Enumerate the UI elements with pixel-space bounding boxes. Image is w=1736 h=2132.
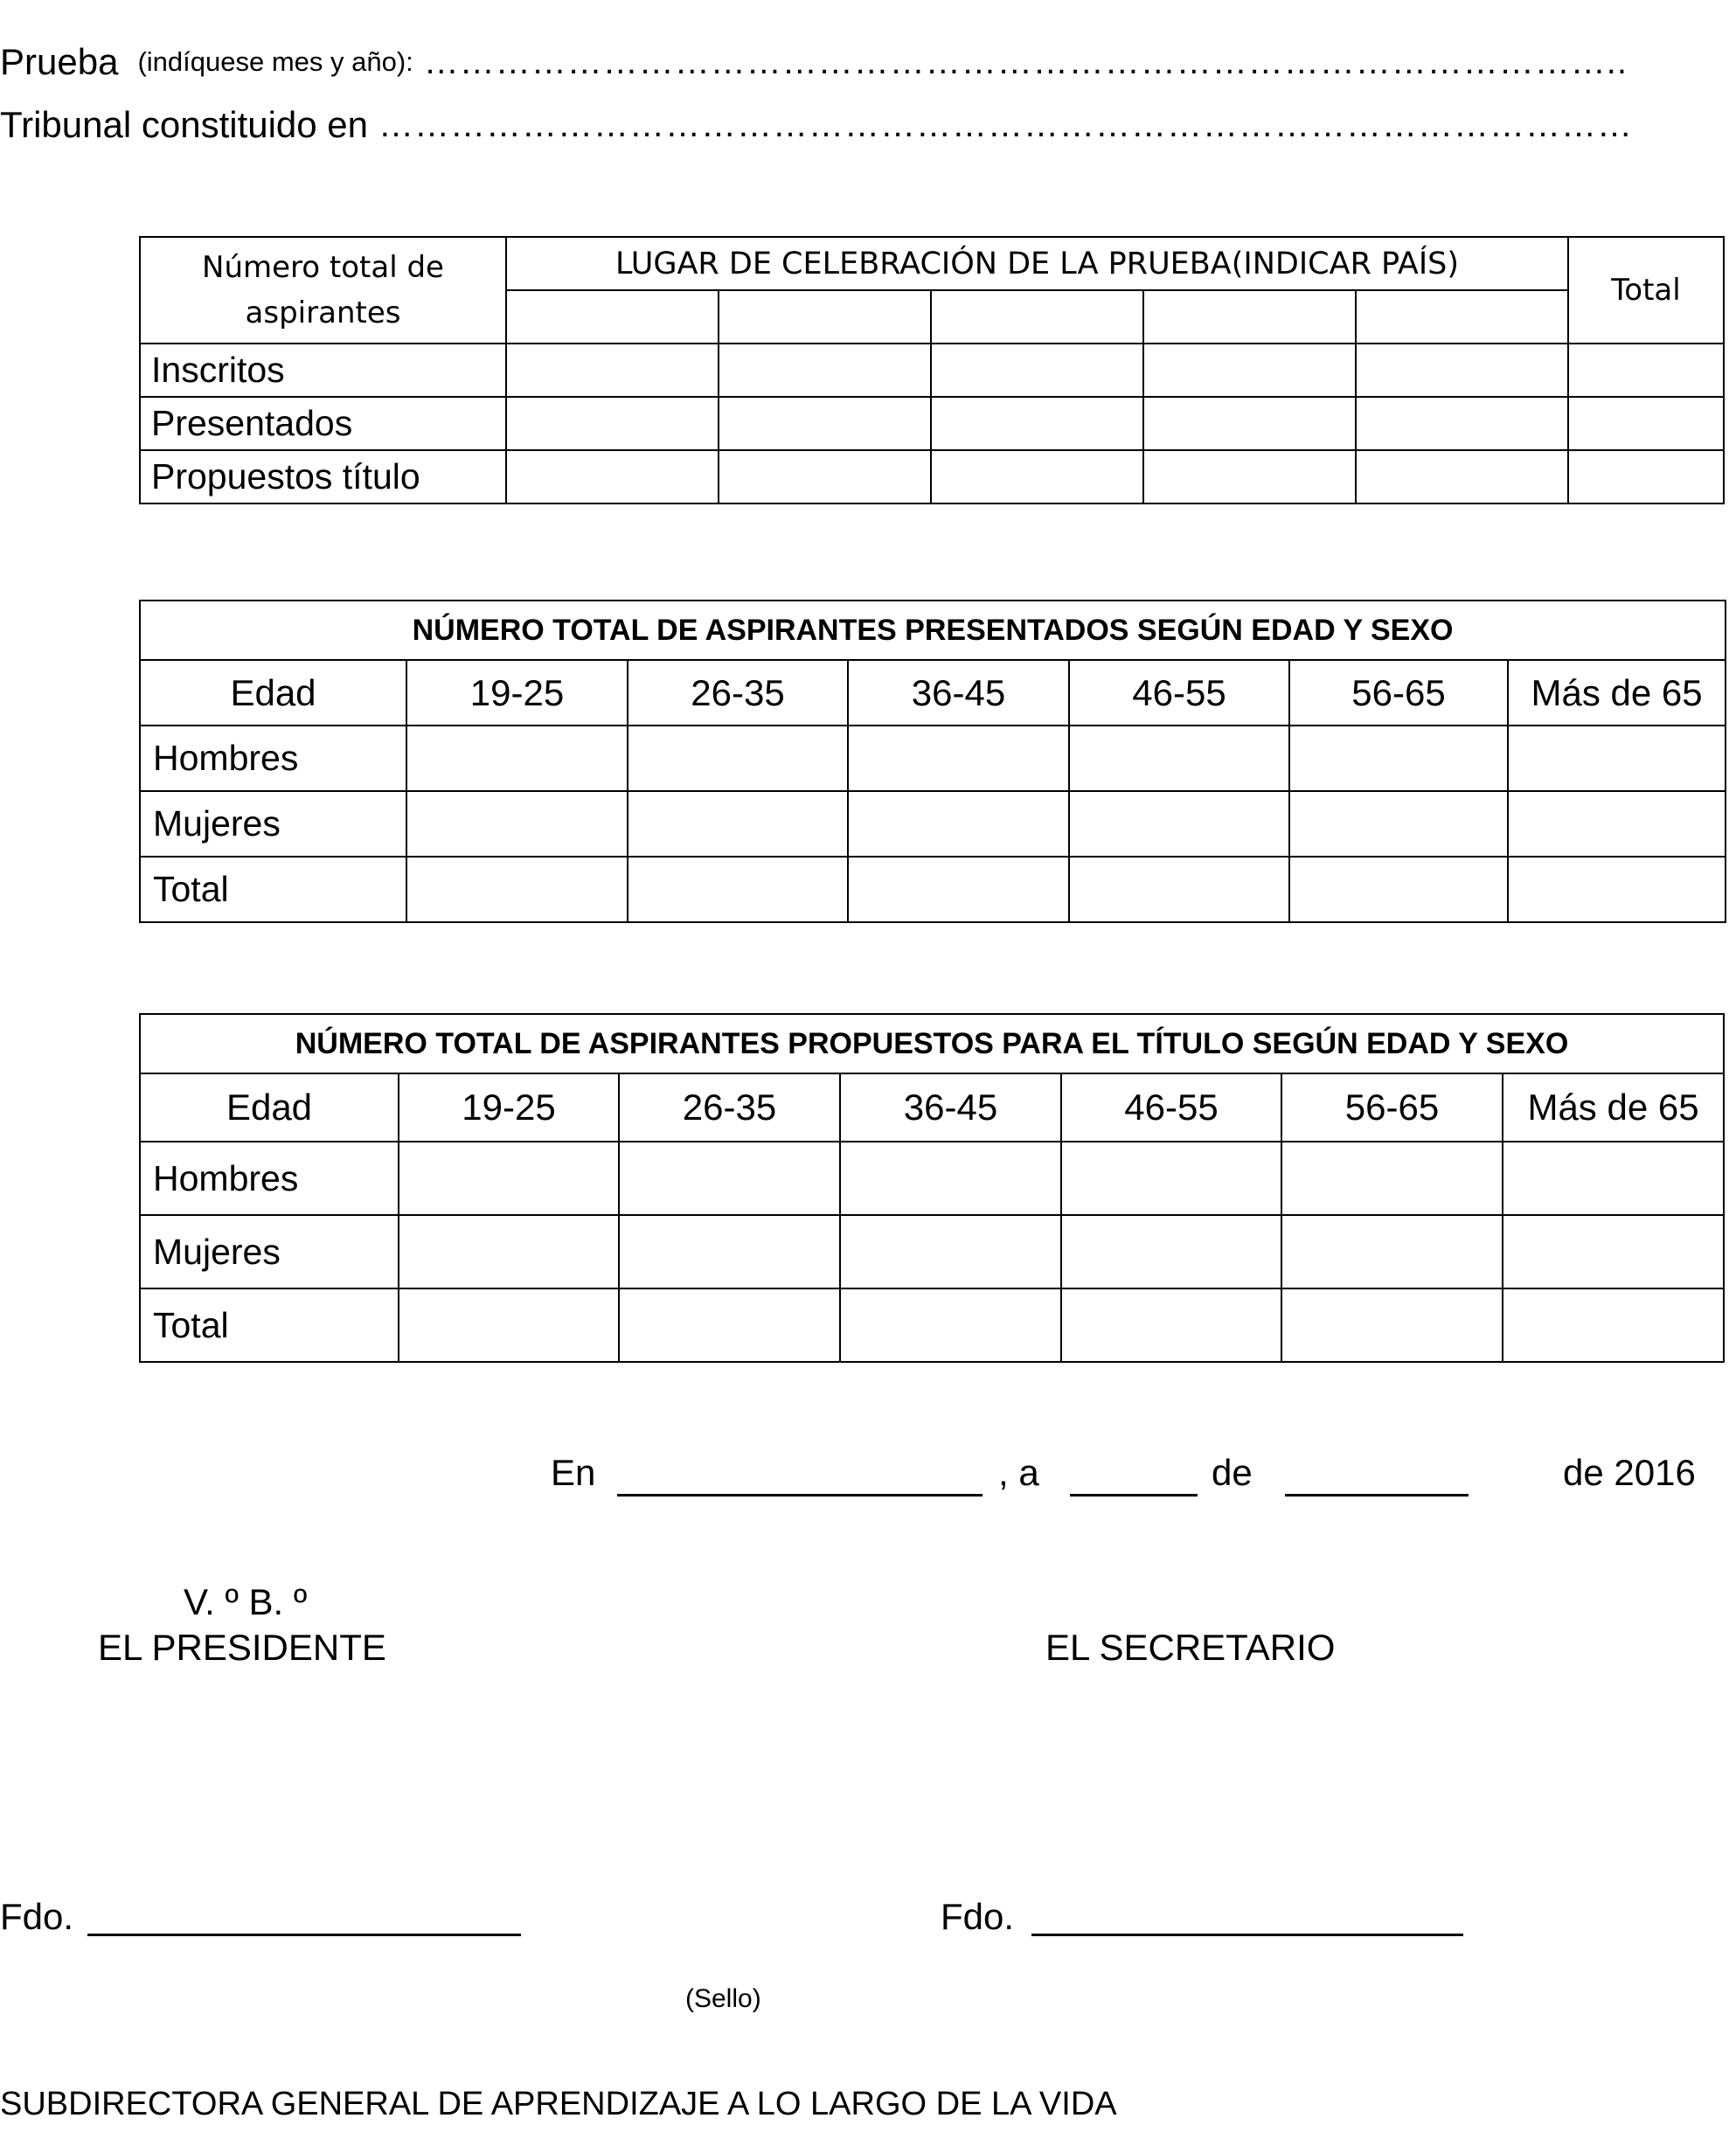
sello-label: (Sello) (685, 1984, 761, 2013)
entry-cell[interactable] (1503, 1215, 1724, 1288)
tribunal-fill-dots[interactable]: …………………………………………………………………………………………… (378, 106, 1634, 144)
fdo-secretario-label: Fdo. (941, 1896, 1015, 1937)
entry-cell[interactable] (1508, 791, 1726, 857)
entry-cell[interactable] (1143, 450, 1356, 503)
age-header: 56-65 (1281, 1073, 1503, 1142)
entry-cell[interactable] (1289, 791, 1508, 857)
table-row (140, 1142, 1724, 1215)
age-header: 26-35 (619, 1073, 840, 1142)
row-label: Presentados (140, 397, 506, 450)
entry-cell[interactable] (406, 857, 628, 922)
row-label: Hombres (140, 726, 406, 791)
table-row (140, 857, 1726, 922)
total-header: Total (1568, 237, 1724, 344)
country-cell[interactable] (506, 290, 719, 344)
entry-cell[interactable] (619, 1142, 840, 1215)
secretario-signature-blank[interactable] (1031, 1934, 1463, 1936)
entry-cell[interactable] (1143, 344, 1356, 397)
age-header: 26-35 (628, 660, 848, 726)
entry-cell[interactable] (1281, 1215, 1503, 1288)
row-label: Mujeres (140, 791, 406, 857)
tribunal-label: Tribunal constituido en (0, 104, 369, 145)
age-header: Más de 65 (1503, 1073, 1724, 1142)
entry-cell[interactable] (399, 1288, 619, 1362)
secretario-label: EL SECRETARIO (1045, 1627, 1336, 1668)
age-header: 19-25 (399, 1073, 619, 1142)
entry-cell[interactable] (848, 726, 1069, 791)
prueba-line (0, 31, 1731, 84)
lugar-table (139, 236, 1725, 504)
table-row (140, 397, 1724, 450)
row-label: Mujeres (140, 1215, 399, 1288)
propuestos-table (139, 1013, 1725, 1363)
entry-cell[interactable] (719, 397, 931, 450)
entry-cell[interactable] (1281, 1288, 1503, 1362)
entry-cell[interactable] (1568, 344, 1724, 397)
entry-cell[interactable] (840, 1288, 1061, 1362)
entry-cell[interactable] (1568, 450, 1724, 503)
entry-cell[interactable] (1503, 1288, 1724, 1362)
table-row (140, 450, 1724, 503)
row-label: Propuestos título (140, 450, 506, 503)
presentados-table (139, 600, 1726, 923)
corner-header: Número total de aspirantes (140, 237, 506, 344)
date-line (547, 1447, 1719, 1499)
edad-label: Edad (140, 660, 406, 726)
table-row (140, 726, 1726, 791)
tribunal-line (0, 94, 1731, 147)
presentados-title: NÚMERO TOTAL DE ASPIRANTES PRESENTADOS SEGÚN EDAD Y SEXO (140, 601, 1726, 660)
row-label: Inscritos (140, 344, 506, 397)
entry-cell[interactable] (1281, 1142, 1503, 1215)
footer-signatory: SUBDIRECTORA GENERAL DE APRENDIZAJE A LO LARGO DE LA VIDA (0, 2086, 1117, 2122)
table-row (140, 1288, 1724, 1362)
presidente-label: EL PRESIDENTE (98, 1627, 386, 1668)
entry-cell[interactable] (840, 1142, 1061, 1215)
row-label: Hombres (140, 1142, 399, 1215)
entry-cell[interactable] (1061, 1142, 1281, 1215)
entry-cell[interactable] (1061, 1288, 1281, 1362)
entry-cell[interactable] (628, 791, 848, 857)
edad-label: Edad (140, 1073, 399, 1142)
entry-cell[interactable] (1069, 726, 1289, 791)
country-cell[interactable] (1143, 290, 1356, 344)
entry-cell[interactable] (1069, 857, 1289, 922)
entry-cell[interactable] (628, 726, 848, 791)
row-label: Total (140, 1288, 399, 1362)
entry-cell[interactable] (619, 1215, 840, 1288)
prueba-hint: (indíquese mes y año): (137, 46, 413, 77)
table-row (140, 791, 1726, 857)
age-header: 19-25 (406, 660, 628, 726)
entry-cell[interactable] (399, 1215, 619, 1288)
entry-cell[interactable] (931, 397, 1143, 450)
entry-cell[interactable] (1568, 397, 1724, 450)
entry-cell[interactable] (1289, 857, 1508, 922)
entry-cell[interactable] (1289, 726, 1508, 791)
prueba-fill-dots[interactable]: ……………………………………………………………………………………….. (423, 43, 1628, 81)
entry-cell[interactable] (628, 857, 848, 922)
row-label: Total (140, 857, 406, 922)
entry-cell[interactable] (1061, 1215, 1281, 1288)
entry-cell[interactable] (506, 450, 719, 503)
month-blank[interactable] (1285, 1494, 1469, 1497)
table-row (140, 1215, 1724, 1288)
entry-cell[interactable] (848, 791, 1069, 857)
entry-cell[interactable] (399, 1142, 619, 1215)
vobo-label: V. º B. º (184, 1581, 308, 1622)
entry-cell[interactable] (848, 857, 1069, 922)
entry-cell[interactable] (1503, 1142, 1724, 1215)
entry-cell[interactable] (1069, 791, 1289, 857)
propuestos-title: NÚMERO TOTAL DE ASPIRANTES PROPUESTOS PARA EL TÍTULO SEGÚN EDAD Y SEXO (140, 1014, 1724, 1073)
age-header: 36-45 (840, 1073, 1061, 1142)
entry-cell[interactable] (719, 344, 931, 397)
place-blank[interactable] (617, 1494, 983, 1497)
entry-cell[interactable] (931, 450, 1143, 503)
entry-cell[interactable] (406, 791, 628, 857)
age-header: Más de 65 (1508, 660, 1726, 726)
entry-cell[interactable] (719, 450, 931, 503)
entry-cell[interactable] (1356, 450, 1568, 503)
entry-cell[interactable] (931, 344, 1143, 397)
prueba-label: Prueba (0, 41, 119, 82)
entry-cell[interactable] (1508, 857, 1726, 922)
country-cell[interactable] (1356, 290, 1568, 344)
country-cell[interactable] (931, 290, 1143, 344)
age-header: 46-55 (1061, 1073, 1281, 1142)
entry-cell[interactable] (1356, 344, 1568, 397)
entry-cell[interactable] (1508, 726, 1726, 791)
age-header: 36-45 (848, 660, 1069, 726)
entry-cell[interactable] (619, 1288, 840, 1362)
date-en-label: En (551, 1452, 596, 1493)
presidente-signature-blank[interactable] (87, 1934, 521, 1936)
entry-cell[interactable] (1143, 397, 1356, 450)
lugar-header: LUGAR DE CELEBRACIÓN DE LA PRUEBA(INDICAR PAÍS) (506, 237, 1568, 290)
country-cell[interactable] (719, 290, 931, 344)
entry-cell[interactable] (506, 344, 719, 397)
day-blank[interactable] (1070, 1494, 1198, 1497)
entry-cell[interactable] (506, 397, 719, 450)
date-a-label: , a (998, 1452, 1039, 1493)
age-header: 46-55 (1069, 660, 1289, 726)
date-year-label: de 2016 (1563, 1452, 1696, 1493)
fdo-presidente-label: Fdo. (0, 1896, 74, 1937)
entry-cell[interactable] (840, 1215, 1061, 1288)
table-row (140, 344, 1724, 397)
date-de-label: de (1212, 1452, 1253, 1493)
age-header: 56-65 (1289, 660, 1508, 726)
entry-cell[interactable] (1356, 397, 1568, 450)
entry-cell[interactable] (406, 726, 628, 791)
